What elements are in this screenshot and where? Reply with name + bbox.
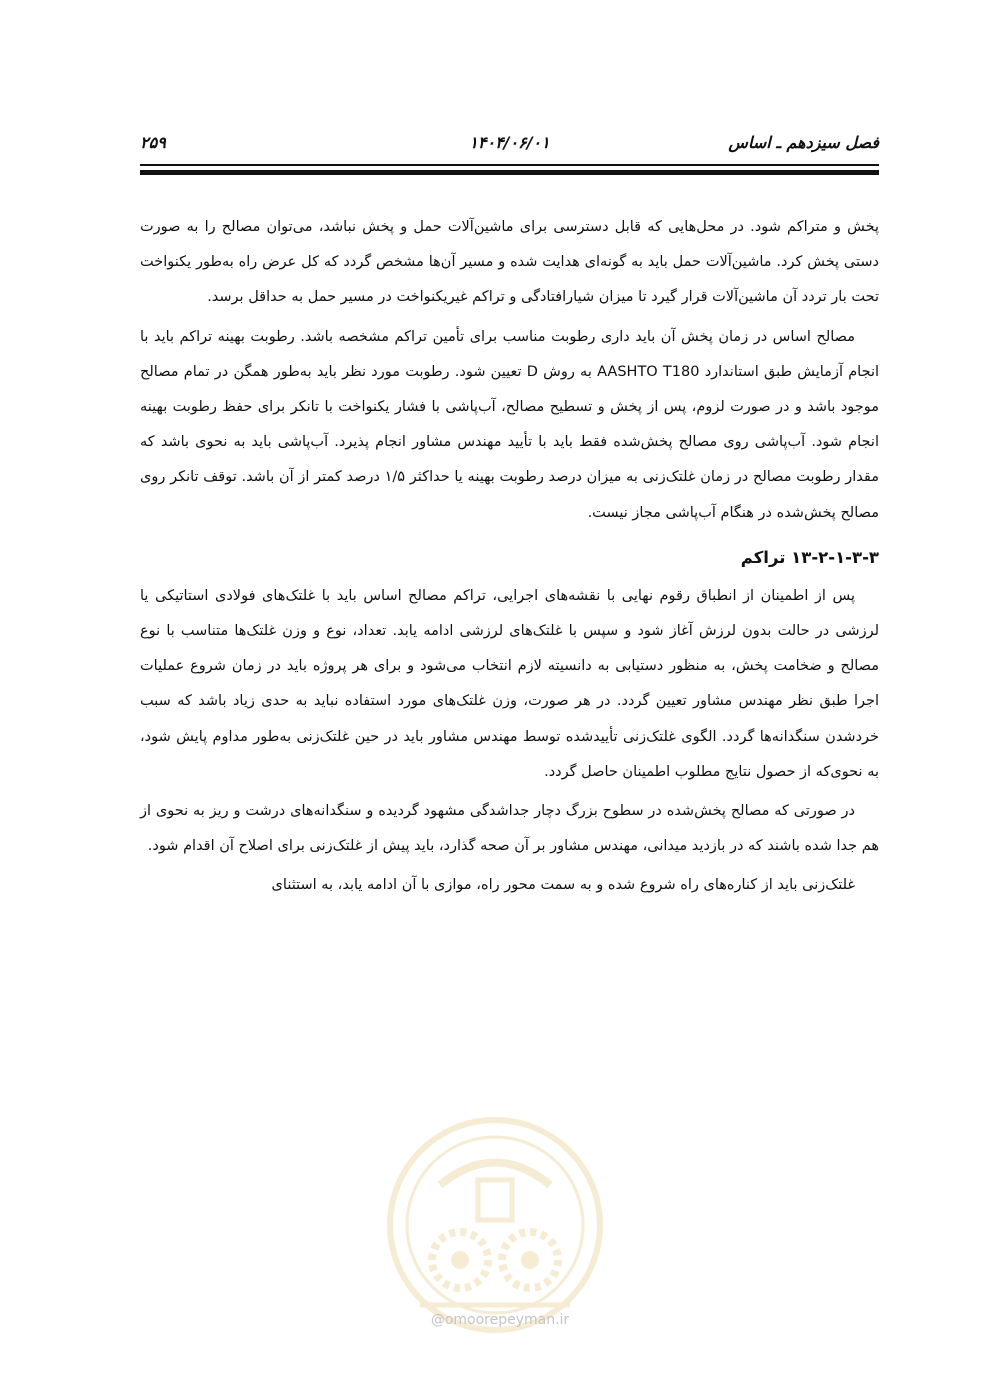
header-rule-thick [140,170,879,175]
paragraph: در صورتی که مصالح پخش‌شده در سطوح بزرگ دچار جداشدگی مشهود گردیده و سنگدانه‌های درشت و ریز به نحوی از هم جدا شده باشند که در بازدید میدانی، مهندس مشاور بر آن صحه گذارد، باید پیش از غلتک‌زنی برای اصلاح آن اقدام شود. [140,803,879,855]
watermark-logo [380,1110,610,1340]
section-heading: ۱۳-۲-۱-۳-۳ تراکم [740,547,879,567]
paragraph: غلتک‌زنی باید از کناره‌های راه شروع شده و به سمت محور راه، موازی با آن ادامه یابد، به استثنای [271,877,855,894]
watermark-text: @omoorepeyman.ir [430,1312,570,1328]
page-number: ۲۵۹ [140,133,166,152]
paragraph: پس از اطمینان از انطباق رقوم نهایی با نقشه‌های اجرایی، تراکم مصالح اساس باید با غلتک‌های فولادی استاتیکی یا لرزشی در حالت بدون لرزش آغاز شود و سپس با غلتک‌های لرزشی ادامه یابد. تعداد، نوع و وزن غلتک‌ها متناسب با نوع مصالح و ضخامت پخش، به منظور دستیابی به دانسیته لازم انتخاب می‌شود و برای هر پروژه باید در زمان شروع عملیات اجرا طبق نظر مهندس مشاور تعیین گردد. در هر صورت، وزن غلتک‌های مورد استفاده نباید به حدی زیاد باشد که سبب خردشدن سنگدانه‌ها گردد. الگوی غلتک‌زنی تأییدشده توسط مهندس مشاور باید در حین غلتک‌زنی به‌طور مداوم پایش شود، به نحوی‌که از حصول نتایج مطلوب اطمینان حاصل گردد. [140,587,879,780]
page-header [140,128,879,158]
header-date: ۱۴۰۴/۰۶/۰۱ [469,133,550,152]
page-body [140,210,879,904]
paragraph: مصالح اساس در زمان پخش آن باید داری رطوبت مناسب برای تأمین تراکم مشخصه باشد. رطوبت بهینه تراکم باید با انجام آزمایش طبق استاندارد AASHTO T180 به روش D تعیین شود. رطوبت مورد نظر باید به‌طور همگن در تمام مصالح موجود باشد و در صورت لزوم، پس از پخش و تسطیح مصالح، آب‌پاشی با فشار یکنواخت با تانکر برای حفظ رطوبت بهینه انجام شود. آب‌پاشی روی مصالح پخش‌شده فقط باید با تأیید مهندس مشاور انجام پذیرد. آب‌پاشی باید به نحوی باشد که مقدار رطوبت مصالح در زمان غلتک‌زنی به میزان درصد رطوبت بهینه یا حداکثر ۱/۵ درصد کمتر از آن باشد. توقف تانکر روی مصالح پخش‌شده در هنگام آب‌پاشی مجاز نیست. [140,328,880,521]
header-rule-thin [140,164,879,166]
paragraph: پخش و متراکم شود. در محل‌هایی که قابل دسترسی برای ماشین‌آلات حمل و پخش نباشد، می‌توان مصالح را به صورت دستی پخش کرد. ماشین‌آلات حمل باید به گونه‌ای هدایت شده و مسیر آن‌ها مشخص گردد که کل عرض راه به‌طور یکنواخت تحت بار تردد آن ماشین‌آلات قرار گیرد تا میزان شیارافتادگی و تراکم غیریکنواخت در مسیر حمل به حداقل برسد. [140,219,879,306]
chapter-title: فصل سیزدهم ـ اساس [728,133,879,152]
